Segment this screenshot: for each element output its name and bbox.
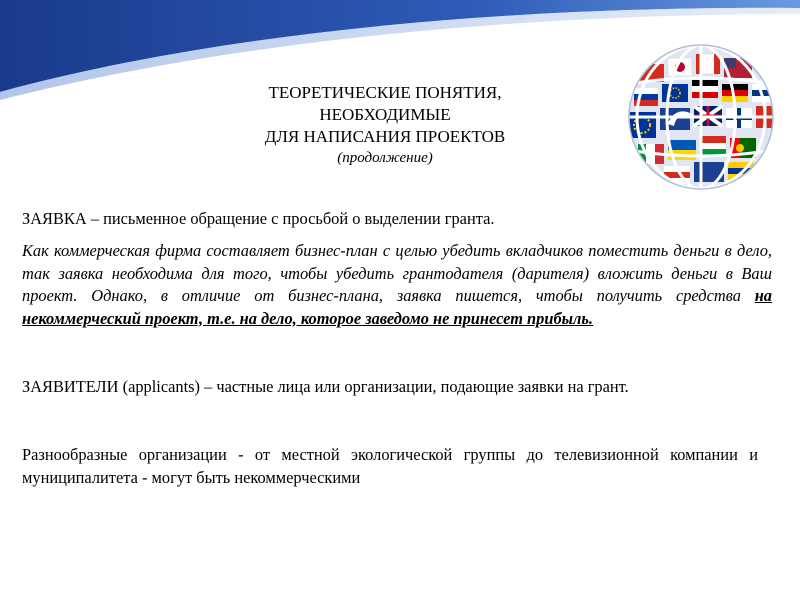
slide-title bbox=[200, 82, 570, 168]
description-text: Как коммерческая фирма составляет бизнес-план с целью убедить вкладчиков поместить деньги в дело, так заявка необходима для того, чтобы убедить грантодателя (дарителя) вложить деньги в Ваш проект. Однако, в отличие от бизнес-плана, заявка пишется, чтобы получить средства bbox=[22, 241, 772, 305]
description-emphasis: на некоммерческий проект, т.е. на дело, которое заведомо не принесет прибыль. bbox=[22, 286, 772, 328]
application-definition: ЗАЯВКА – письменное обращение с просьбой о выделении гранта. bbox=[22, 209, 495, 228]
title-line-1: ТЕОРЕТИЧЕСКИЕ ПОНЯТИЯ, bbox=[268, 83, 502, 102]
title-line-3: ДЛЯ НАПИСАНИЯ ПРОЕКТОВ bbox=[264, 127, 506, 146]
title-line-2: НЕОБХОДИМЫЕ bbox=[319, 105, 451, 124]
organizations-note: Разнообразные организации - от местной экологической группы до телевизионной компании и муниципалитета - могут быть некоммерческими bbox=[22, 445, 758, 487]
applicants-definition: ЗАЯВИТЕЛИ (applicants) – частные лица или организации, подающие заявки на грант. bbox=[22, 377, 629, 396]
application-description bbox=[22, 240, 772, 330]
title-subtitle: (продолжение) bbox=[337, 150, 433, 166]
globe-flags-icon bbox=[628, 44, 774, 190]
